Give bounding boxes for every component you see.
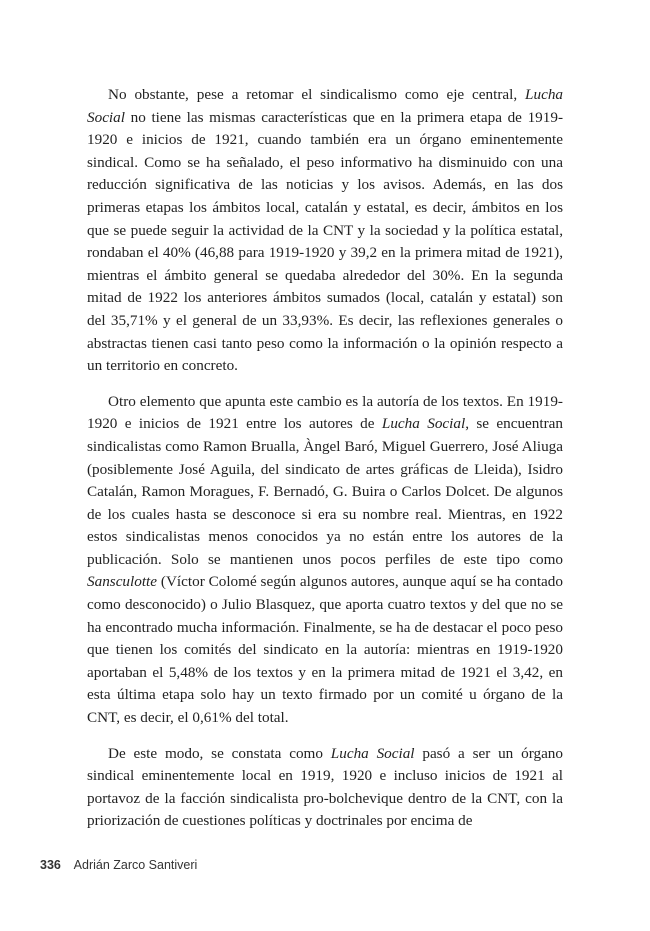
text-run: , se encuentran sindicalistas como Ramon Brualla, Àngel Baró, Miguel Guerrero, José Aliuga (posiblemente José Aguila, del sindicato de artes gráficas de Lleida), Isidro Catalán, Ramon Moragues, F. Bernadó, G. Buira o Carlos Dolcet. De algunos de los cuales hasta se desconoce si era su nombre real. Mientras, en 1922 estos sindicalistas menos conocidos ya no están entre los autores de la publicación. Solo se mantienen unos pocos perfiles de este tipo como	[87, 415, 563, 568]
paragraph	[87, 743, 563, 833]
italic-title: Lucha Social	[87, 86, 563, 126]
text-run: (Víctor Colomé según algunos autores, aunque aquí se ha contado como desconocido) o Julio Blasquez, que aporta cuatro textos y del que no se ha encontrado mucha información. Finalmente, se ha de destacar el poco peso que tienen los comités del sindicato en la autoría: mientras en 1919-1920 aportaban el 5,48% de los textos y en la primera mitad de 1921 el 3,42, en esta última etapa solo hay un texto firmado por un comité u órgano de la CNT, es decir, el 0,61% del total.	[87, 573, 563, 727]
text-run: pasó a ser un órgano sindical eminentemente local en 1919, 1920 e incluso inicios de 1921 al portavoz de la facción sindicalista pro-bolchevique dentro de la CNT, con la priorización de cuestiones políticas y doctrinales por encima de	[87, 744, 563, 830]
page-body	[87, 84, 563, 846]
running-author: Adrián Zarco Santiveri	[73, 858, 198, 872]
text-run: Otro elemento que apunta este cambio es la autoría de los textos. En 1919-1920 e inicios de 1921 entre los autores de	[87, 392, 563, 433]
text-run: No obstante, pese a retomar el sindicalismo como eje central,	[108, 86, 526, 103]
paragraph	[87, 391, 563, 730]
italic-title: Lucha Social	[330, 744, 415, 762]
text-run: no tiene las mismas características que en la primera etapa de 1919-1920 e inicios de 1921, cuando también era un órgano eminentemente sindical. Como se ha señalado, el peso informativo ha disminuido con una reducción significativa de las noticias y los avisos. Además, en las dos primeras etapas los ámbitos local, catalán y estatal, es decir, ámbitos en los que se puede seguir la actividad de la CNT y la sociedad y la política estatal, rondaban el 40% (46,88 para 1919-1920 y 39,2 en la primera mitad de 1921), mientras el ámbito general se quedaba alrededor del 30%. En la segunda mitad de 1922 los anteriores ámbitos sumados (local, catalán y estatal) son del 35,71% y el general de un 33,93%. Es decir, las reflexiones generales o abstractas tienen casi tanto peso como la información o la opinión respecto a un territorio en concreto.	[87, 108, 563, 375]
italic-title: Lucha Social	[381, 415, 466, 433]
text-run: De este modo, se constata como	[108, 744, 331, 762]
page-footer	[40, 858, 197, 872]
paragraph	[87, 84, 563, 378]
italic-title: Sansculotte	[87, 573, 158, 591]
page-number: 336	[40, 858, 61, 872]
